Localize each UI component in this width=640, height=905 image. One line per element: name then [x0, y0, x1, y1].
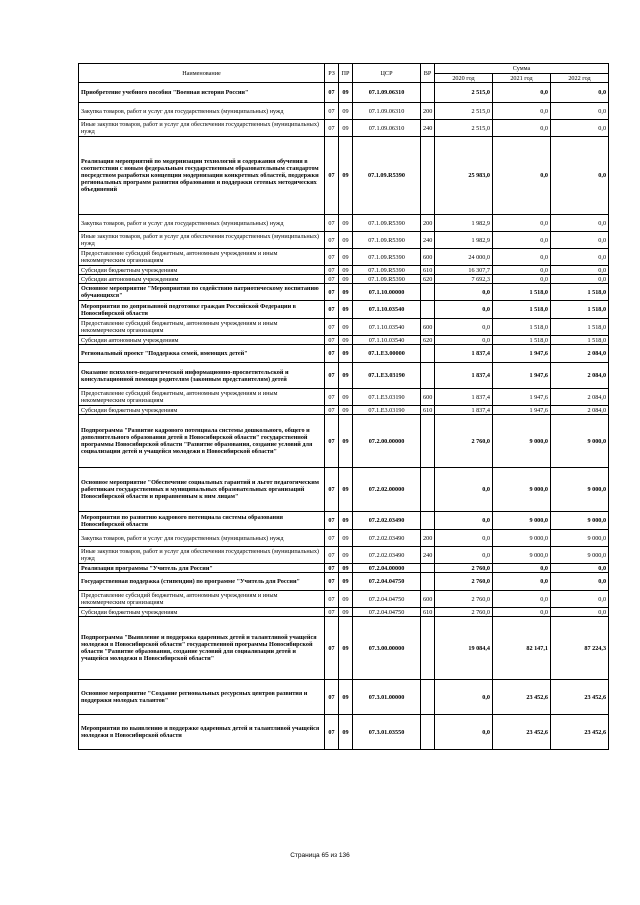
row-vr-cell: 620: [421, 275, 435, 284]
row-name-cell: Подпрограмма "Выявление и поддержка одаренных детей и талантливой учащейся молодежи в Новосибирской области" государственной программы Новосибирской области "Развитие образования, создание условий для социализации детей и учащейся молодежи в Новосибирской области": [79, 617, 325, 680]
row-pr-cell: 09: [339, 591, 353, 608]
row-value-2021: 1 947,6: [493, 406, 551, 415]
row-pr-cell: 09: [339, 103, 353, 120]
row-value-2021: 9 000,0: [493, 530, 551, 547]
row-value-2021: 23 452,6: [493, 680, 551, 715]
row-value-2020: 0,0: [435, 715, 493, 750]
row-pr-cell: 09: [339, 275, 353, 284]
row-name-cell: Иные закупки товаров, работ и услуг для обеспечения государственных (муниципальных) нужд: [79, 232, 325, 249]
row-csr-cell: 07.1.10.03540: [353, 301, 421, 319]
row-rz-cell: 07: [325, 547, 339, 564]
row-csr-cell: 07.1.09.R5390: [353, 215, 421, 232]
row-value-2022: 2 084,0: [551, 406, 609, 415]
row-csr-cell: 07.1.09.06310: [353, 83, 421, 103]
row-value-2020: 0,0: [435, 468, 493, 512]
row-csr-cell: 07.1.09.R5390: [353, 266, 421, 275]
row-name-cell: Подпрограмма "Развитие кадрового потенциала системы дошкольного, общего и дополнительного образования детей в Новосибирской области" государственной программы Новосибирской области "Развитие образования, создание условий для социализации детей и учащейся молодежи в Новосибирской области": [79, 415, 325, 468]
row-value-2022: 9 000,0: [551, 530, 609, 547]
row-value-2021: 9 000,0: [493, 512, 551, 530]
row-rz-cell: 07: [325, 83, 339, 103]
row-pr-cell: 09: [339, 389, 353, 406]
row-csr-cell: 07.2.00.00000: [353, 415, 421, 468]
row-rz-cell: 07: [325, 266, 339, 275]
table-row: [79, 363, 609, 389]
row-csr-cell: 07.1.09.R5390: [353, 249, 421, 266]
table-row: [79, 389, 609, 406]
row-pr-cell: 09: [339, 249, 353, 266]
table-row: [79, 680, 609, 715]
row-vr-cell: 610: [421, 608, 435, 617]
row-value-2022: 0,0: [551, 249, 609, 266]
row-name-cell: Предоставление субсидий бюджетным, автономным учреждениям и иным некоммерческим организациям: [79, 319, 325, 336]
row-rz-cell: 07: [325, 284, 339, 301]
row-rz-cell: 07: [325, 215, 339, 232]
row-value-2020: 2 515,0: [435, 83, 493, 103]
row-value-2022: 0,0: [551, 608, 609, 617]
row-value-2020: 0,0: [435, 284, 493, 301]
row-vr-cell: [421, 564, 435, 573]
row-pr-cell: 09: [339, 406, 353, 415]
header-rz: РЗ: [325, 64, 339, 83]
table-row: [79, 319, 609, 336]
table-row: [79, 137, 609, 215]
row-rz-cell: 07: [325, 120, 339, 137]
row-name-cell: Реализация мероприятий по модернизации технологий и содержания обучения в соответствии с новым федеральным государственным образовательным стандартом посредством разработки концепции модернизации конкретных областей, поддержки региональных программ развития образования и поддержки сетевых методических объединений: [79, 137, 325, 215]
row-vr-cell: [421, 137, 435, 215]
table-body: [79, 83, 609, 750]
row-name-cell: Региональный проект "Поддержка семей, имеющих детей": [79, 345, 325, 363]
row-csr-cell: 07.1.10.03540: [353, 319, 421, 336]
row-value-2022: 1 518,0: [551, 284, 609, 301]
row-vr-cell: [421, 512, 435, 530]
row-value-2020: 1 837,4: [435, 345, 493, 363]
table-row: [79, 215, 609, 232]
row-value-2020: 1 837,4: [435, 389, 493, 406]
row-rz-cell: 07: [325, 530, 339, 547]
table-row: [79, 530, 609, 547]
row-rz-cell: 07: [325, 301, 339, 319]
row-value-2022: 0,0: [551, 275, 609, 284]
row-csr-cell: 07.1.E3.03190: [353, 389, 421, 406]
row-value-2021: 9 000,0: [493, 547, 551, 564]
row-rz-cell: 07: [325, 363, 339, 389]
row-value-2022: 9 000,0: [551, 468, 609, 512]
row-pr-cell: 09: [339, 617, 353, 680]
row-vr-cell: 600: [421, 319, 435, 336]
row-value-2020: 7 692,3: [435, 275, 493, 284]
row-value-2022: 0,0: [551, 215, 609, 232]
row-vr-cell: [421, 363, 435, 389]
row-value-2021: 0,0: [493, 573, 551, 591]
row-rz-cell: 07: [325, 617, 339, 680]
table-row: [79, 547, 609, 564]
row-pr-cell: 09: [339, 83, 353, 103]
row-vr-cell: [421, 617, 435, 680]
table-row: [79, 249, 609, 266]
row-name-cell: Предоставление субсидий бюджетным, автономным учреждениям и иным некоммерческим организациям: [79, 591, 325, 608]
row-value-2022: 1 518,0: [551, 301, 609, 319]
row-name-cell: Предоставление субсидий бюджетным, автономным учреждениям и иным некоммерческим организациям: [79, 389, 325, 406]
row-value-2020: 1 837,4: [435, 406, 493, 415]
row-csr-cell: 07.2.02.03490: [353, 530, 421, 547]
row-name-cell: Мероприятия по допризывной подготовке граждан Российской Федерации в Новосибирской области: [79, 301, 325, 319]
row-name-cell: Субсидии бюджетным учреждениям: [79, 266, 325, 275]
row-rz-cell: 07: [325, 406, 339, 415]
row-pr-cell: 09: [339, 345, 353, 363]
row-pr-cell: 09: [339, 301, 353, 319]
row-pr-cell: 09: [339, 336, 353, 345]
row-name-cell: Субсидии автономным учреждениям: [79, 336, 325, 345]
row-vr-cell: [421, 715, 435, 750]
row-name-cell: Мероприятия по развитию кадрового потенциала системы образования Новосибирской области: [79, 512, 325, 530]
row-value-2020: 1 982,9: [435, 215, 493, 232]
row-value-2020: 19 084,4: [435, 617, 493, 680]
row-rz-cell: 07: [325, 232, 339, 249]
header-year-2021: 2021 год: [493, 74, 551, 83]
row-value-2022: 2 084,0: [551, 345, 609, 363]
row-value-2022: 1 518,0: [551, 336, 609, 345]
table-row: [79, 573, 609, 591]
row-value-2021: 1 947,6: [493, 363, 551, 389]
row-value-2021: 1 518,0: [493, 336, 551, 345]
row-value-2021: 9 000,0: [493, 415, 551, 468]
row-value-2021: 23 452,6: [493, 715, 551, 750]
row-value-2020: 0,0: [435, 680, 493, 715]
row-value-2021: 1 518,0: [493, 301, 551, 319]
row-csr-cell: 07.2.04.04750: [353, 591, 421, 608]
row-value-2021: 0,0: [493, 266, 551, 275]
row-csr-cell: 07.2.02.03490: [353, 547, 421, 564]
row-csr-cell: 07.1.09.06310: [353, 120, 421, 137]
row-rz-cell: 07: [325, 137, 339, 215]
row-vr-cell: 240: [421, 547, 435, 564]
row-value-2020: 2 760,0: [435, 573, 493, 591]
row-csr-cell: 07.1.09.06310: [353, 103, 421, 120]
row-csr-cell: 07.2.02.00000: [353, 468, 421, 512]
row-name-cell: Предоставление субсидий бюджетным, автономным учреждениям и иным некоммерческим организациям: [79, 249, 325, 266]
row-value-2022: 0,0: [551, 120, 609, 137]
row-value-2021: 0,0: [493, 103, 551, 120]
row-value-2022: 0,0: [551, 103, 609, 120]
row-csr-cell: 07.1.E3.03190: [353, 406, 421, 415]
row-value-2020: 0,0: [435, 547, 493, 564]
row-value-2022: 0,0: [551, 83, 609, 103]
row-csr-cell: 07.1.10.03540: [353, 336, 421, 345]
table-row: [79, 336, 609, 345]
row-vr-cell: [421, 468, 435, 512]
row-pr-cell: 09: [339, 608, 353, 617]
row-pr-cell: 09: [339, 415, 353, 468]
row-rz-cell: 07: [325, 564, 339, 573]
table-row: [79, 406, 609, 415]
row-value-2022: 9 000,0: [551, 415, 609, 468]
row-vr-cell: 240: [421, 120, 435, 137]
row-pr-cell: 09: [339, 547, 353, 564]
table-row: [79, 564, 609, 573]
row-pr-cell: 09: [339, 573, 353, 591]
row-value-2020: 0,0: [435, 301, 493, 319]
row-pr-cell: 09: [339, 715, 353, 750]
header-vr: ВР: [421, 64, 435, 83]
row-csr-cell: 07.1.E3.03190: [353, 363, 421, 389]
row-value-2020: 0,0: [435, 336, 493, 345]
row-value-2021: 0,0: [493, 608, 551, 617]
table-row: [79, 512, 609, 530]
row-pr-cell: 09: [339, 215, 353, 232]
row-vr-cell: [421, 573, 435, 591]
table-row: [79, 608, 609, 617]
row-value-2021: 0,0: [493, 232, 551, 249]
row-vr-cell: 610: [421, 266, 435, 275]
row-value-2022: 87 224,3: [551, 617, 609, 680]
row-name-cell: Закупка товаров, работ и услуг для государственных (муниципальных) нужд: [79, 103, 325, 120]
row-csr-cell: 07.2.04.00000: [353, 564, 421, 573]
row-csr-cell: 07.1.10.00000: [353, 284, 421, 301]
row-name-cell: Субсидии автономным учреждениям: [79, 275, 325, 284]
row-value-2020: 25 983,0: [435, 137, 493, 215]
row-name-cell: Основное мероприятие "Мероприятия по содействию патриотическому воспитанию обучающихся": [79, 284, 325, 301]
row-rz-cell: 07: [325, 715, 339, 750]
row-rz-cell: 07: [325, 275, 339, 284]
row-name-cell: Государственная поддержка (стипендии) по программе "Учитель для России": [79, 573, 325, 591]
row-value-2021: 1 518,0: [493, 319, 551, 336]
row-value-2021: 82 147,1: [493, 617, 551, 680]
row-value-2021: 9 000,0: [493, 468, 551, 512]
row-name-cell: Реализация программы "Учитель для России": [79, 564, 325, 573]
row-vr-cell: 600: [421, 591, 435, 608]
row-vr-cell: [421, 284, 435, 301]
table-row: [79, 301, 609, 319]
row-value-2020: 16 307,7: [435, 266, 493, 275]
row-name-cell: Иные закупки товаров, работ и услуг для обеспечения государственных (муниципальных) нужд: [79, 547, 325, 564]
row-name-cell: Мероприятия по выявлению и поддержке одаренных детей и талантливой учащейся молодежи в Новосибирской области: [79, 715, 325, 750]
table-row: [79, 415, 609, 468]
row-value-2020: 2 760,0: [435, 564, 493, 573]
row-vr-cell: [421, 680, 435, 715]
table-row: [79, 275, 609, 284]
header-pr: ПР: [339, 64, 353, 83]
row-rz-cell: 07: [325, 319, 339, 336]
row-csr-cell: 07.3.00.00000: [353, 617, 421, 680]
row-rz-cell: 07: [325, 591, 339, 608]
row-value-2021: 0,0: [493, 249, 551, 266]
row-vr-cell: 600: [421, 249, 435, 266]
row-value-2020: 0,0: [435, 512, 493, 530]
row-name-cell: Закупка товаров, работ и услуг для государственных (муниципальных) нужд: [79, 215, 325, 232]
row-value-2020: 1 982,9: [435, 232, 493, 249]
row-vr-cell: 200: [421, 215, 435, 232]
row-name-cell: Оказание психолого-педагогической информационно-просветительской и консультационной помощи родителям (законным представителям) детей: [79, 363, 325, 389]
row-value-2021: 0,0: [493, 564, 551, 573]
row-csr-cell: 07.3.01.00000: [353, 680, 421, 715]
row-value-2021: 1 947,6: [493, 345, 551, 363]
row-value-2021: 1 518,0: [493, 284, 551, 301]
row-value-2020: 24 000,0: [435, 249, 493, 266]
row-rz-cell: 07: [325, 336, 339, 345]
budget-table: [78, 63, 609, 750]
row-vr-cell: 610: [421, 406, 435, 415]
row-pr-cell: 09: [339, 120, 353, 137]
row-value-2022: 0,0: [551, 591, 609, 608]
row-rz-cell: 07: [325, 389, 339, 406]
row-value-2022: 9 000,0: [551, 512, 609, 530]
table-row: [79, 345, 609, 363]
row-rz-cell: 07: [325, 680, 339, 715]
table-row: [79, 591, 609, 608]
row-vr-cell: 200: [421, 530, 435, 547]
row-value-2022: 1 518,0: [551, 319, 609, 336]
row-vr-cell: 240: [421, 232, 435, 249]
table-row: [79, 617, 609, 680]
table-row: [79, 266, 609, 275]
row-value-2021: 0,0: [493, 591, 551, 608]
row-rz-cell: 07: [325, 249, 339, 266]
row-value-2022: 0,0: [551, 137, 609, 215]
row-name-cell: Приобретение учебного пособия "Военная история России": [79, 83, 325, 103]
row-csr-cell: 07.1.E3.00000: [353, 345, 421, 363]
row-name-cell: Иные закупки товаров, работ и услуг для обеспечения государственных (муниципальных) нужд: [79, 120, 325, 137]
row-name-cell: Закупка товаров, работ и услуг для государственных (муниципальных) нужд: [79, 530, 325, 547]
row-vr-cell: [421, 301, 435, 319]
row-value-2020: 2 760,0: [435, 415, 493, 468]
row-value-2021: 1 947,6: [493, 389, 551, 406]
row-pr-cell: 09: [339, 363, 353, 389]
row-pr-cell: 09: [339, 319, 353, 336]
row-value-2022: 0,0: [551, 232, 609, 249]
row-name-cell: Основное мероприятие "Создание региональных ресурсных центров развития и поддержки молодых талантов": [79, 680, 325, 715]
row-pr-cell: 09: [339, 512, 353, 530]
row-pr-cell: 09: [339, 530, 353, 547]
row-rz-cell: 07: [325, 345, 339, 363]
row-value-2021: 0,0: [493, 137, 551, 215]
row-pr-cell: 09: [339, 232, 353, 249]
row-vr-cell: [421, 83, 435, 103]
row-pr-cell: 09: [339, 284, 353, 301]
row-rz-cell: 07: [325, 415, 339, 468]
table-row: [79, 284, 609, 301]
row-value-2020: 2 515,0: [435, 120, 493, 137]
row-value-2022: 9 000,0: [551, 547, 609, 564]
row-vr-cell: [421, 345, 435, 363]
row-csr-cell: 07.2.04.04750: [353, 573, 421, 591]
row-value-2021: 0,0: [493, 215, 551, 232]
row-value-2020: 2 760,0: [435, 608, 493, 617]
row-csr-cell: 07.1.09.R5390: [353, 137, 421, 215]
row-rz-cell: 07: [325, 573, 339, 591]
table-row: [79, 232, 609, 249]
row-rz-cell: 07: [325, 608, 339, 617]
row-name-cell: Субсидии бюджетным учреждениям: [79, 608, 325, 617]
row-value-2022: 23 452,6: [551, 680, 609, 715]
row-rz-cell: 07: [325, 512, 339, 530]
row-vr-cell: 620: [421, 336, 435, 345]
row-pr-cell: 09: [339, 564, 353, 573]
row-pr-cell: 09: [339, 468, 353, 512]
row-value-2020: 0,0: [435, 319, 493, 336]
row-value-2022: 23 452,6: [551, 715, 609, 750]
row-value-2021: 0,0: [493, 120, 551, 137]
row-pr-cell: 09: [339, 680, 353, 715]
row-vr-cell: [421, 415, 435, 468]
row-csr-cell: 07.1.09.R5390: [353, 232, 421, 249]
row-csr-cell: 07.2.04.04750: [353, 608, 421, 617]
table-row: [79, 83, 609, 103]
table-row: [79, 120, 609, 137]
row-rz-cell: 07: [325, 468, 339, 512]
row-value-2020: 2 760,0: [435, 591, 493, 608]
row-value-2021: 0,0: [493, 275, 551, 284]
row-csr-cell: 07.1.09.R5390: [353, 275, 421, 284]
table-row: [79, 103, 609, 120]
row-pr-cell: 09: [339, 266, 353, 275]
row-value-2022: 2 084,0: [551, 363, 609, 389]
row-value-2021: 0,0: [493, 83, 551, 103]
row-name-cell: Субсидии бюджетным учреждениям: [79, 406, 325, 415]
header-year-2022: 2022 год: [551, 74, 609, 83]
row-vr-cell: 200: [421, 103, 435, 120]
row-value-2020: 0,0: [435, 530, 493, 547]
row-value-2020: 1 837,4: [435, 363, 493, 389]
header-sum: Сумма: [435, 64, 609, 74]
row-value-2022: 0,0: [551, 573, 609, 591]
header-year-2020: 2020 год: [435, 74, 493, 83]
row-pr-cell: 09: [339, 137, 353, 215]
table-row: [79, 468, 609, 512]
table-row: [79, 715, 609, 750]
header-name: Наименование: [79, 64, 325, 83]
row-name-cell: Основное мероприятие "Обеспечение социальных гарантий и льгот педагогическим работникам государственных и муниципальных образовательных организаций Новосибирской области и приравненным к ним лицам": [79, 468, 325, 512]
row-rz-cell: 07: [325, 103, 339, 120]
row-vr-cell: 600: [421, 389, 435, 406]
row-csr-cell: 07.3.01.03550: [353, 715, 421, 750]
row-value-2022: 2 084,0: [551, 389, 609, 406]
page-footer: Страница 65 из 136: [290, 852, 350, 859]
row-value-2022: 0,0: [551, 564, 609, 573]
row-csr-cell: 07.2.02.03490: [353, 512, 421, 530]
row-value-2020: 2 515,0: [435, 103, 493, 120]
row-value-2022: 0,0: [551, 266, 609, 275]
header-csr: ЦСР: [353, 64, 421, 83]
